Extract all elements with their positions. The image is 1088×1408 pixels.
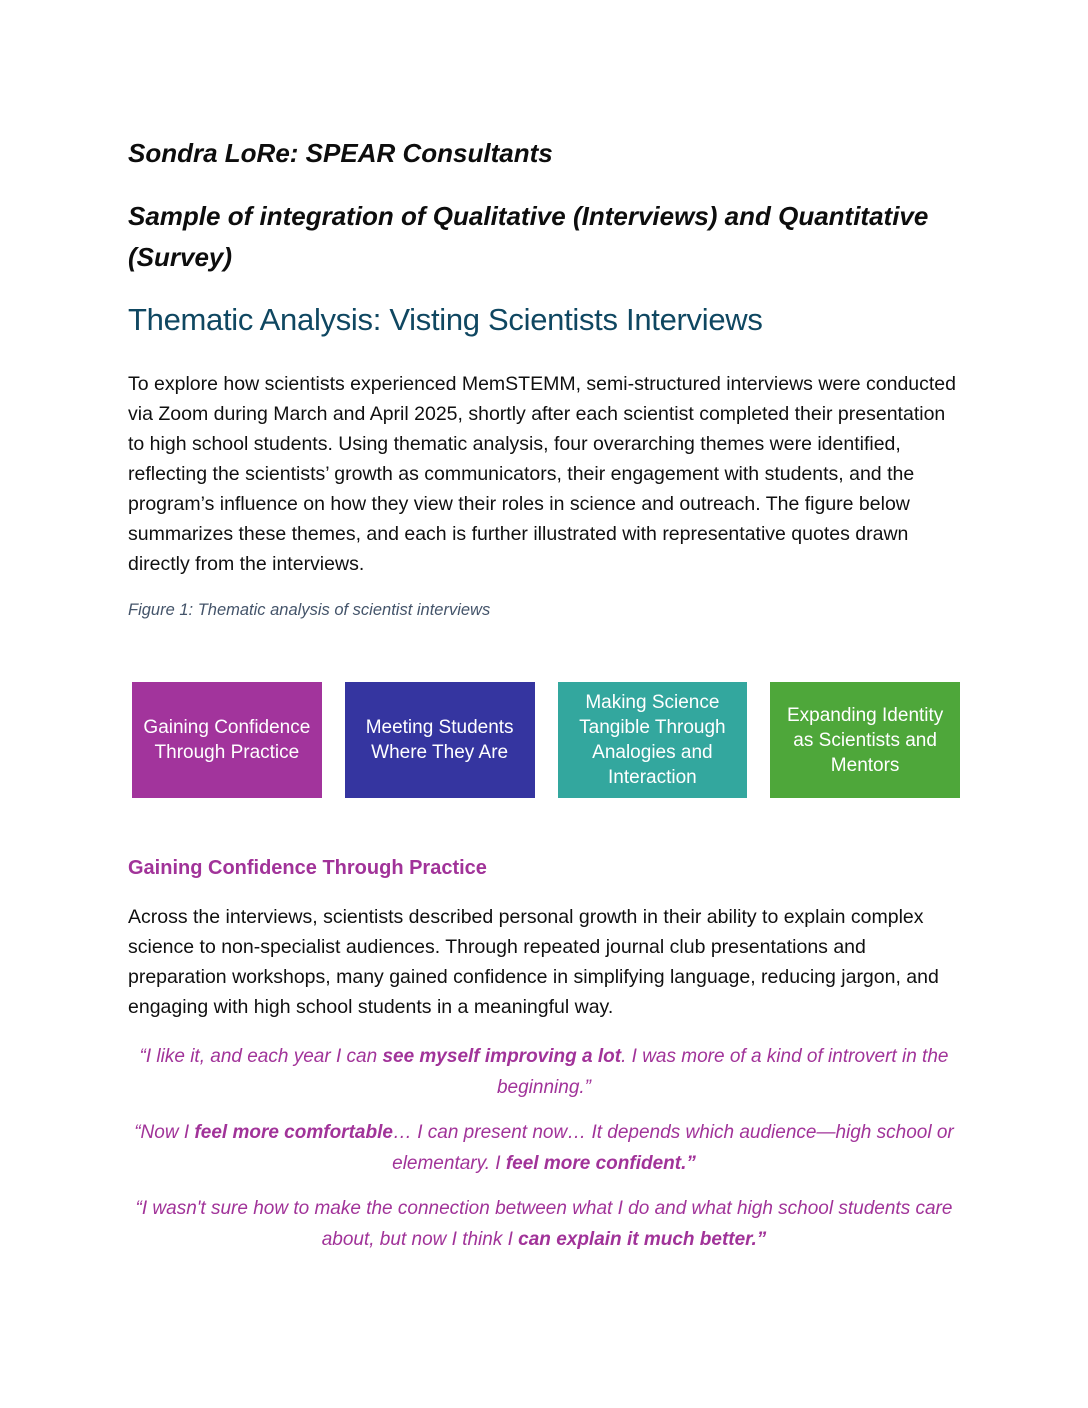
section-title-thematic-analysis: Thematic Analysis: Visting Scientists Interviews	[128, 302, 763, 337]
figure-caption: Figure 1: Thematic analysis of scientist interviews	[128, 601, 491, 619]
quote-3: “I wasn't sure how to make the connection between what I do and what high school students care about, but now I think I can explain it much better.”	[135, 1198, 953, 1250]
quote-2: “Now I feel more comfortable… I can present now… It depends which audience—high school or elementary. I feel more confident.”	[134, 1122, 954, 1174]
document-title: Sondra LoRe: SPEAR Consultants	[128, 138, 553, 168]
theme-boxes-figure	[132, 682, 960, 798]
theme-box-label: Meeting Students Where They Are	[365, 717, 514, 763]
document-subtitle: Sample of integration of Qualitative (Interviews) and Quantitative (Survey)	[128, 201, 929, 272]
theme-box-label: Gaining Confidence Through Practice	[143, 717, 311, 763]
theme-box-label: Expanding Identity as Scientists and Mentors	[786, 704, 944, 776]
theme-box-making-science-tangible	[558, 682, 748, 798]
section-paragraph: Across the interviews, scientists described personal growth in their ability to explain complex science to non-specialist audiences. Through repeated journal club presentations and preparation workshops, many gained confidence in simplifying language, reducing jargon, and engaging with high school students in a meaningful way.	[128, 906, 939, 1018]
quote-1: “I like it, and each year I can see myself improving a lot. I was more of a kind of introvert in the beginning.”	[139, 1046, 949, 1098]
subsection-heading-gaining-confidence: Gaining Confidence Through Practice	[128, 857, 487, 879]
theme-box-expanding-identity	[770, 682, 960, 798]
intro-paragraph: To explore how scientists experienced MemSTEMM, semi-structured interviews were conducted via Zoom during March and April 2025, shortly after each scientist completed their presentation to high school students. Using thematic analysis, four overarching themes were identified, reflecting the scientists’ growth as communicators, their engagement with students, and the program’s influence on how they view their roles in science and outreach. The figure below summarizes these themes, and each is further illustrated with representative quotes drawn directly from the interviews.	[128, 373, 956, 575]
theme-box-meeting-students	[345, 682, 535, 798]
theme-box-label: Making Science Tangible Through Analogies and Interaction	[579, 692, 726, 788]
theme-box-gaining-confidence	[132, 682, 322, 798]
